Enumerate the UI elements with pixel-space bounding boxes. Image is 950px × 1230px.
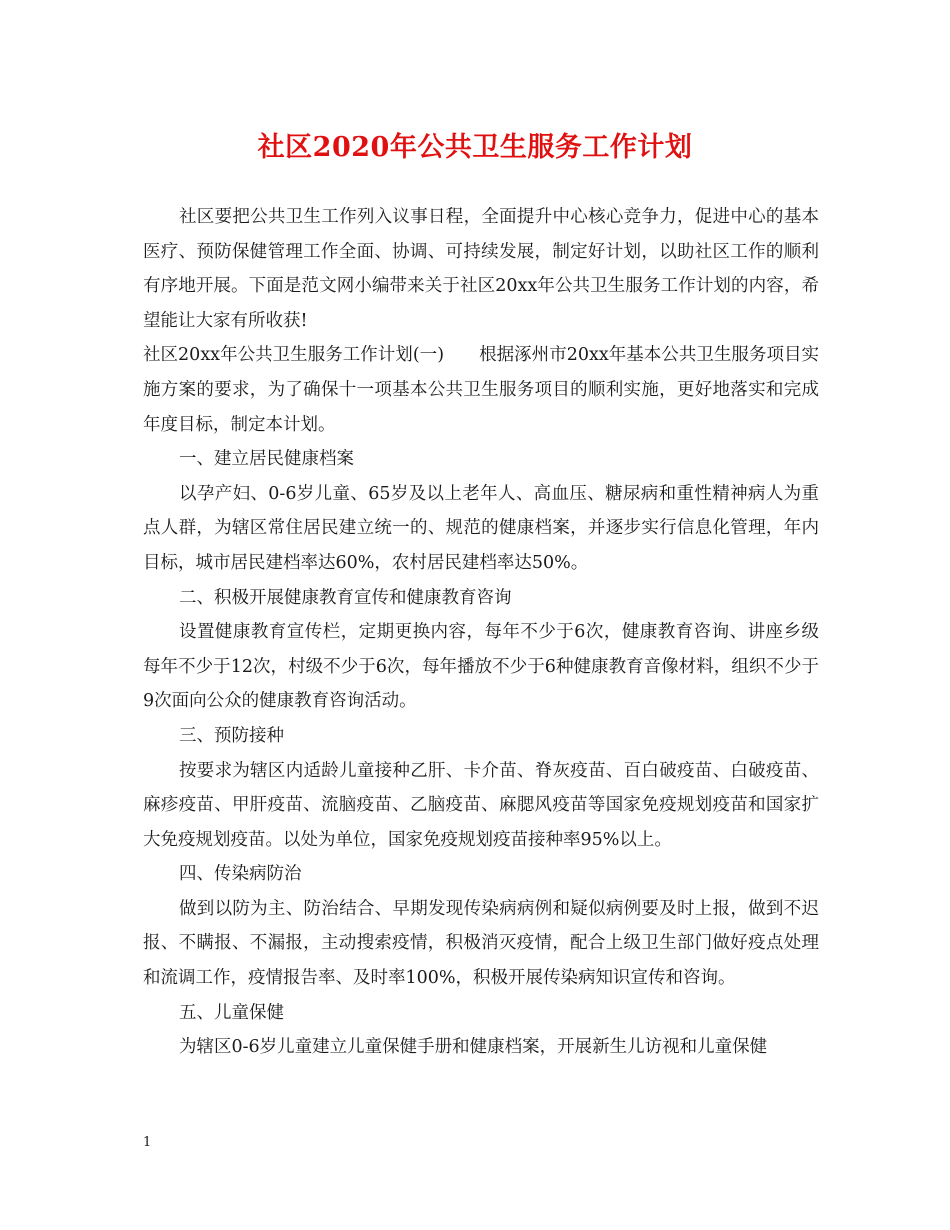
page-number: 1 — [143, 1135, 152, 1150]
plan-intro-paragraph: 社区20xx年公共卫生服务工作计划(一) 根据涿州市20xx年基本公共卫生服务项目实施方案的要求，为了确保十一项基本公共卫生服务项目的顺利实施，更好地落实和完成年度目标，制定本计划。 — [143, 345, 819, 435]
section-heading: 二、积极开展健康教育宣传和健康教育咨询 — [179, 587, 512, 608]
section-paragraph: 为辖区0-6岁儿童建立儿童保健手册和健康档案，开展新生儿访视和儿童保健 — [179, 1037, 768, 1058]
intro-paragraph: 社区要把公共卫生工作列入议事日程，全面提升中心核心竞争力，促进中心的基本医疗、预防保健管理工作全面、协调、可持续发展，制定好计划，以助社区工作的顺利有序地开展。下面是范文网小编带来关于社区20xx年公共卫生服务工作计划的内容，希望能让大家有所收获! — [143, 207, 819, 331]
section-paragraph: 做到以防为主、防治结合、早期发现传染病病例和疑似病例要及时上报，做到不迟报、不瞒报、不漏报，主动搜索疫情，积极消灭疫情，配合上级卫生部门做好疫点处理和流调工作，疫情报告率、及时率100%，积极开展传染病知识宣传和咨询。 — [143, 898, 819, 989]
document-body — [143, 200, 819, 1065]
section-paragraph: 按要求为辖区内适龄儿童接种乙肝、卡介苗、脊灰疫苗、百白破疫苗、白破疫苗、麻疹疫苗、甲肝疫苗、流脑疫苗、乙脑疫苗、麻腮风疫苗等国家免疫规划疫苗和国家扩大免疫规划疫苗。以处为单位，国家免疫规划疫苗接种率95%以上。 — [143, 760, 819, 850]
page-title: 社区2020年公共卫生服务工作计划 — [257, 132, 693, 163]
section-paragraph: 以孕产妇、0-6岁儿童、65岁及以上老年人、高血压、糖尿病和重性精神病人为重点人群，为辖区常住居民建立统一的、规范的健康档案，并逐步实行信息化管理，年内目标，城市居民建档率达60%，农村居民建档率达50%。 — [143, 483, 819, 573]
section-heading: 一、建立居民健康档案 — [179, 449, 354, 470]
section-heading: 五、儿童保健 — [179, 1002, 284, 1023]
section-paragraph: 设置健康教育宣传栏，定期更换内容，每年不少于6次，健康教育咨询、讲座乡级每年不少于12次，村级不少于6次，每年播放不少于6种健康教育音像材料，组织不少于9次面向公众的健康教育咨询活动。 — [143, 622, 819, 712]
section-heading: 三、预防接种 — [179, 725, 284, 746]
section-heading: 四、传染病防治 — [179, 864, 302, 885]
